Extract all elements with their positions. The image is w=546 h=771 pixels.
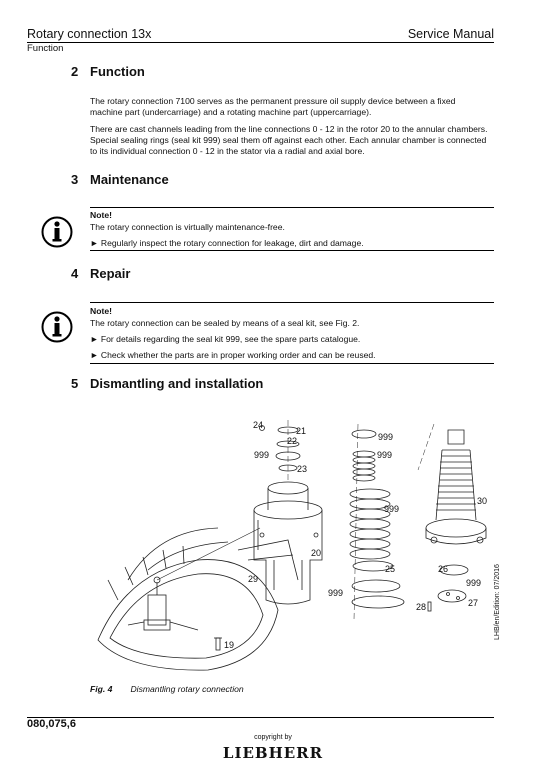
- callout-label: 19: [224, 640, 235, 650]
- note-rule-top: [90, 207, 494, 208]
- callout-label: 999: [377, 450, 393, 460]
- figure-caption: [90, 684, 244, 694]
- exploded-view-drawing: [88, 410, 498, 678]
- section-number: 3: [71, 172, 79, 187]
- callout-label: 21: [296, 426, 307, 436]
- note-label: Note!: [90, 210, 112, 220]
- note-bullet: ► Check whether the parts are in proper working order and can be reused.: [90, 350, 376, 360]
- callout-label: 24: [253, 420, 264, 430]
- figure-caption-text: Dismantling rotary connection: [130, 684, 244, 694]
- note-bullet: ► For details regarding the seal kit 999, see the spare parts catalogue.: [90, 334, 361, 344]
- header-rule: [27, 42, 494, 43]
- section-number: 4: [71, 266, 79, 281]
- callout-label: 30: [477, 496, 488, 506]
- section-title: Maintenance: [90, 172, 169, 187]
- callout-label: 27: [468, 598, 479, 608]
- figure-label: Fig. 4: [90, 684, 113, 694]
- callout-label: 23: [297, 464, 308, 474]
- note-rule-bottom: [90, 363, 494, 364]
- edition-label: LHB/en/Edition: 07/2016: [494, 564, 501, 640]
- callout-label: 28: [416, 602, 427, 612]
- section-title: Dismantling and installation: [90, 376, 264, 391]
- note-rule-bottom: [90, 250, 494, 251]
- callout-label: 999: [328, 588, 344, 598]
- info-icon: [41, 216, 73, 248]
- footer-rule: [27, 717, 494, 718]
- note-bullet: ► Regularly inspect the rotary connection for leakage, dirt and damage.: [90, 238, 364, 248]
- function-paragraph-1: The rotary connection 7100 serves as the permanent pressure oil supply device between a fixed machine part (undercarriage) and a rotating machine part (uppercarriage).: [90, 96, 456, 117]
- header-section: Function: [27, 43, 64, 54]
- section-title: Repair: [90, 266, 131, 281]
- note-rule-top: [90, 302, 494, 303]
- callout-label: 22: [287, 436, 298, 446]
- section-number: 5: [71, 376, 79, 391]
- section-number: 2: [71, 64, 79, 79]
- copyright-text: copyright by: [254, 734, 292, 741]
- callout-label: 999: [384, 504, 400, 514]
- note-text: The rotary connection is virtually maintenance-free.: [90, 222, 285, 232]
- function-paragraph-2: There are cast channels leading from the line connections 0 - 12 in the rotor 20 to the annular chambers. Special sealing rings (seal kit 999) seal them off against each other. Each annular chamber is connected to its individual connection 0 - 12 in the stator via a radial and axial bore.: [90, 124, 488, 156]
- callout-label: 25: [385, 564, 396, 574]
- callout-label: 999: [254, 450, 270, 460]
- callout-label: 29: [248, 574, 259, 584]
- section-title: Function: [90, 64, 145, 79]
- callout-label: 999: [378, 432, 394, 442]
- note-label: Note!: [90, 306, 112, 316]
- brand-logo: LIEBHERR: [222, 744, 324, 762]
- document-title: Rotary connection 13x: [27, 27, 152, 41]
- manual-type: Service Manual: [407, 27, 494, 41]
- info-icon: [41, 311, 73, 343]
- callout-label: 26: [438, 564, 449, 574]
- callout-label: 999: [466, 578, 482, 588]
- note-text: The rotary connection can be sealed by means of a seal kit, see Fig. 2.: [90, 318, 360, 328]
- document-number: 080,075,6: [27, 718, 76, 730]
- callout-label: 20: [311, 548, 322, 558]
